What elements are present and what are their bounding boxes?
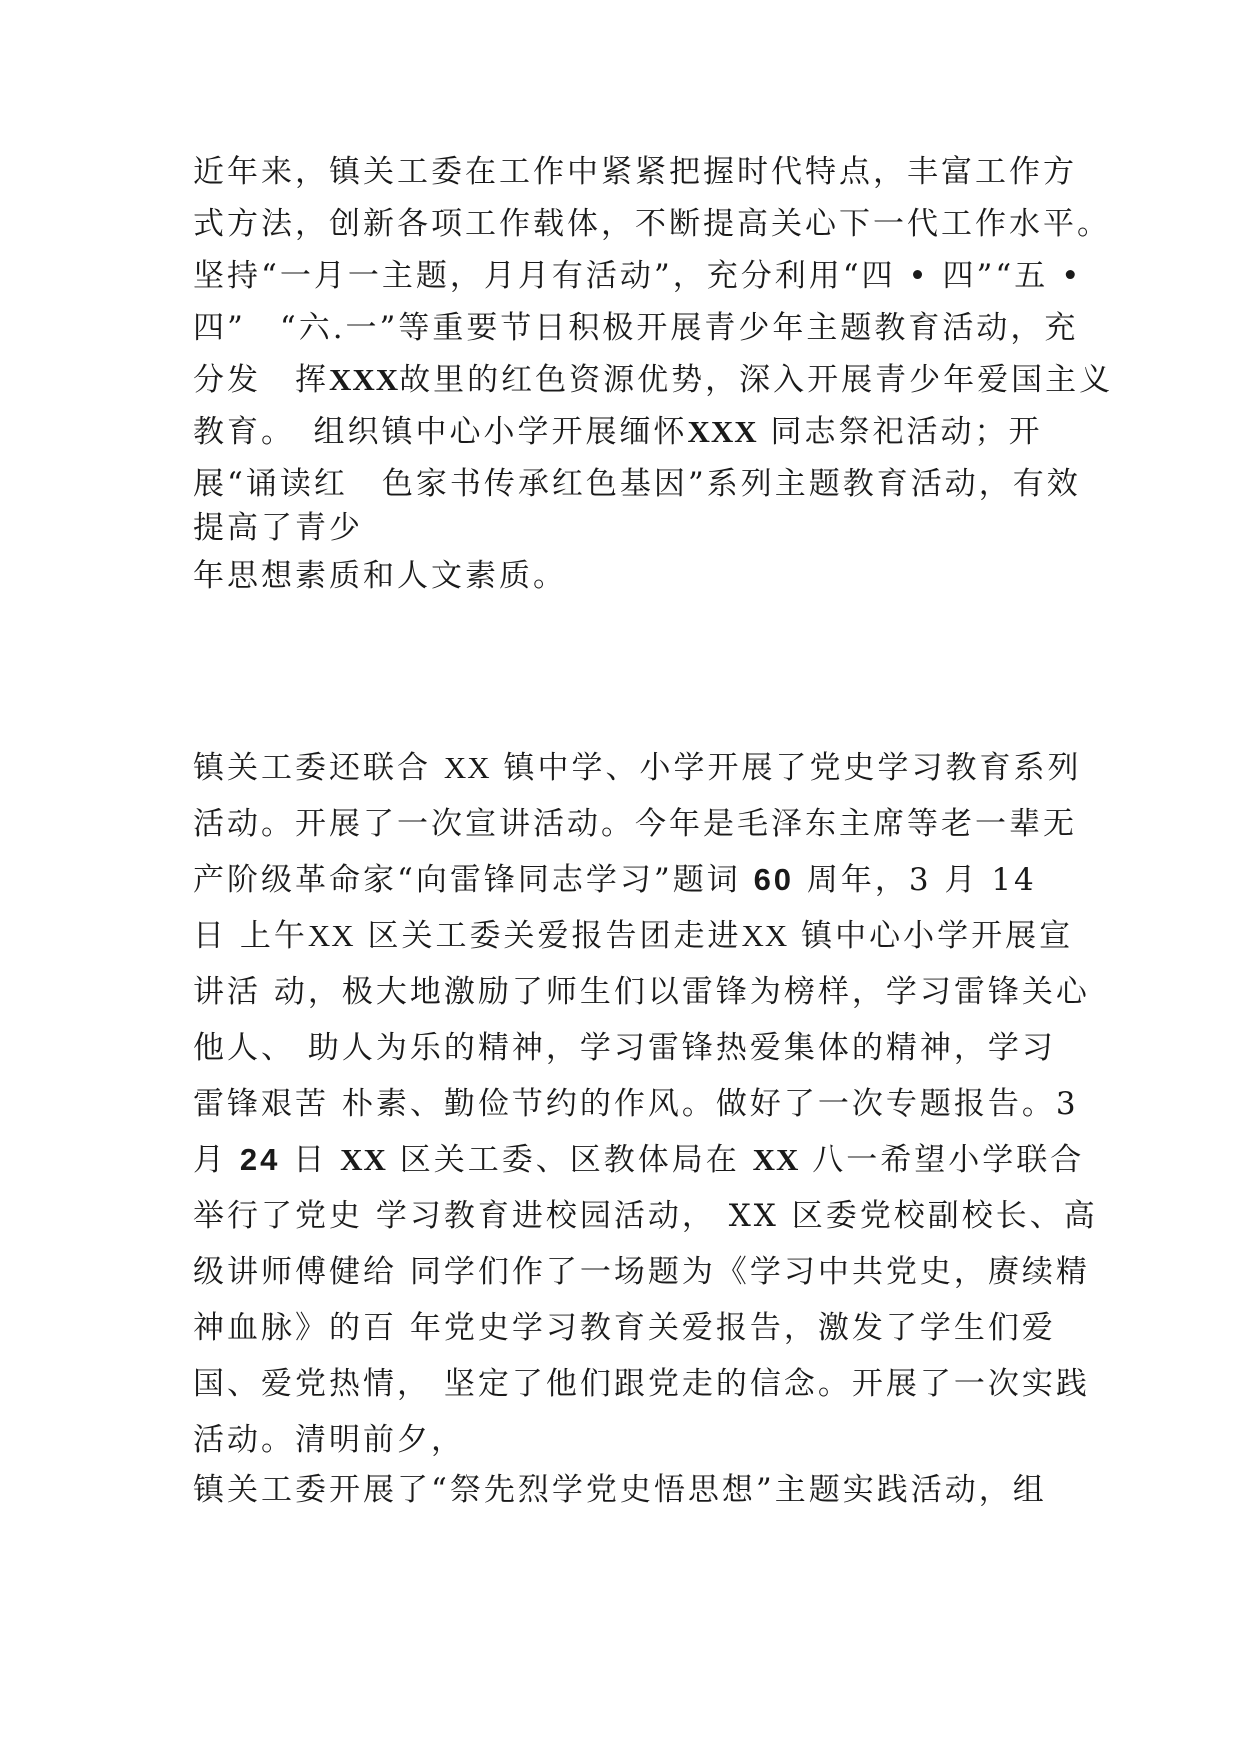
text-run: 故里的红色资源优势，深入开展青少年爱国主义 [399,362,1114,398]
text-line [193,1470,1093,1510]
text-run: 活动。开展了一次宣讲活动。今年是毛泽东主席等老一辈无 [193,806,1077,842]
placeholder-text: XX [307,918,355,953]
text-line [193,1308,1093,1348]
text-line [193,308,1093,348]
text-line [193,464,1093,504]
text-line [193,508,1093,548]
bold-number: 24 [239,1142,281,1177]
text-run: 月 [193,1142,240,1178]
text-line [193,256,1093,296]
bold-placeholder: XX [752,1142,800,1177]
text-run: 活动。清明前夕， [193,1422,465,1458]
text-run: 区关工委关爱报告团走进 [354,918,742,954]
text-run: 四” “六.一”等重要节日积极开展青少年主题教育活动，充 [193,310,1079,346]
text-line [193,152,1093,192]
text-line [193,204,1111,244]
text-line [193,1140,1093,1180]
text-run: 提高了青少 [193,510,363,546]
text-run: 近年来，镇关工委在工作中紧紧把握时代特点，丰富工作方 [193,154,1077,190]
text-line [193,412,1093,452]
text-run: 教育。 组织镇中心小学开展缅怀 [193,414,688,450]
text-line [193,804,1093,844]
text-run: 周年，3 月 14 [794,862,1037,898]
text-line [193,972,1093,1012]
placeholder-text: XX [443,750,491,785]
text-line [193,1196,1098,1236]
bold-placeholder: XX [340,1142,387,1177]
text-run: 日 上午 [193,918,308,954]
text-run: 坚持“一月一主题，月月有活动”，充分利用“四 • 四”“五 • [193,258,1083,294]
text-run: 分发 挥 [193,362,329,398]
text-run: 产阶级革命家“向雷锋同志学习”题词 [193,862,754,898]
text-run: 讲活 动，极大地激励了师生们以雷锋为榜样，学习雷锋关心 [193,974,1090,1010]
text-run: 神血脉》的百 年党史学习教育关爱报告，激发了学生们爱 [193,1310,1056,1346]
text-line [193,860,1093,900]
text-run: 他人、 助人为乐的精神，学习雷锋热爱集体的精神，学习 [193,1030,1056,1066]
text-run: 镇关工委还联合 [193,750,444,786]
bold-placeholder: XXX [687,414,758,449]
text-run: 举行了党史 学习教育进校园活动， XX 区委党校副校长、高 [193,1198,1098,1234]
text-run: 级讲师傅健给 同学们作了一场题为《学习中共党史，赓续精 [193,1254,1090,1290]
text-line [193,1364,1093,1404]
text-line [193,748,1093,788]
text-line [193,1420,1093,1460]
bold-placeholder: XXX [329,362,400,397]
text-run: 镇中学、小学开展了党史学习教育系列 [490,750,1082,786]
text-line [193,1084,1093,1124]
placeholder-text: XX [741,918,789,953]
text-run: 同志祭祀活动；开 [757,414,1043,450]
text-run: 国、爱党热情， 坚定了他们跟党走的信念。开展了一次实践 [193,1366,1090,1402]
text-line [193,1252,1093,1292]
text-run: 式方法，创新各项工作载体，不断提高关心下一代工作水平。 [193,206,1111,242]
text-run: 镇关工委开展了“祭先烈学党史悟思想”主题实践活动，组 [193,1472,1047,1508]
text-run: 展“诵读红 色家书传承红色基因”系列主题教育活动，有效 [193,466,1081,502]
text-run: 区关工委、区教体局在 [386,1142,753,1178]
bold-number: 60 [753,862,795,897]
text-line [193,916,1093,956]
text-run: 八一希望小学联合 [799,1142,1085,1178]
text-run: 雷锋艰苦 朴素、勤俭节约的作风。做好了一次专题报告。3 [193,1086,1079,1122]
text-line [193,1028,1093,1068]
text-run: 日 [280,1142,341,1178]
text-line [193,556,1093,596]
text-line [193,360,1114,400]
text-run: 年思想素质和人文素质。 [193,558,567,594]
text-run: 镇中心小学开展宣 [788,918,1074,954]
